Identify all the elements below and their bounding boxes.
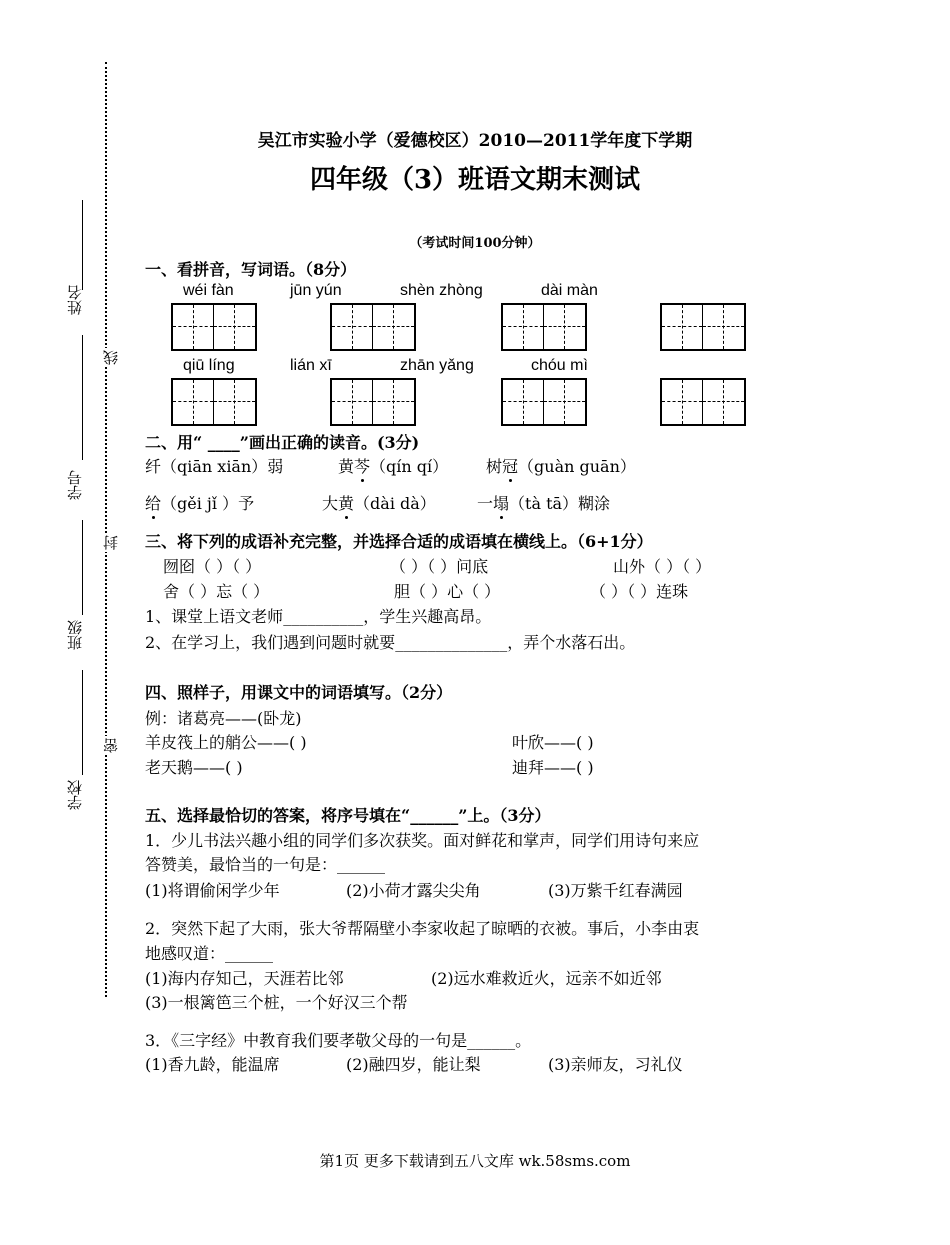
idiom-item: （ ）（ ）问底 [390, 557, 489, 576]
fill-question: 2、在学习上，我们遇到问题时就要______________，弄个水落石出。 [145, 633, 636, 652]
section4-heading: 四、照样子，用课文中的词语填写。（2分） [145, 683, 453, 702]
time-note: （考试时间100分钟） [409, 236, 541, 251]
option[interactable]: (2)融四岁，能让梨 [346, 1055, 481, 1074]
section5-heading: 五、选择最恰切的答案，将序号填在“______”上。（3分） [145, 806, 551, 825]
pinyin: qiū líng [183, 357, 235, 374]
school-label: 学校 [66, 780, 84, 810]
section3-heading: 三、将下列的成语补充完整，并选择合适的成语填在横线上。（6+1分） [145, 532, 653, 551]
school-line: 吴江市实验小学（爱德校区）2010—2011学年度下学期 [257, 131, 693, 151]
fill-item[interactable]: 迪拜——( ) [512, 758, 594, 777]
writing-grid[interactable] [171, 378, 257, 426]
section1-heading: 一、看拼音，写词语。（8分） [145, 260, 357, 279]
pinyin: dài màn [541, 282, 598, 299]
option[interactable]: (3)万紫千红春满园 [548, 881, 683, 900]
fill-item[interactable]: 羊皮筏上的艄公——( ) [145, 733, 307, 752]
binding-dotted-line [105, 62, 107, 997]
question-text: 3．《三字经》中教育我们要孝敬父母的一句是______。 [145, 1031, 532, 1050]
binding-mark-secret: 密 [102, 738, 120, 753]
writing-grid[interactable] [501, 303, 587, 351]
school-blank-line [82, 670, 83, 775]
page-title: 四年级（3）班语文期末测试 [309, 165, 641, 195]
student-id-label: 学号 [66, 470, 84, 500]
class-blank-line [82, 520, 83, 615]
option[interactable]: (1)海内存知己，天涯若比邻 [145, 969, 344, 988]
page-footer: 第1页 更多下载请到五八文库 wk.58sms.com [319, 1152, 631, 1170]
option[interactable]: (3)亲师友，习礼仪 [548, 1055, 683, 1074]
option[interactable]: (2)小荷才露尖尖角 [346, 881, 481, 900]
example-line: 例：诸葛亮——(卧龙) [145, 709, 302, 728]
reading-item: 给（gěi jǐ ）予 [145, 491, 254, 514]
idiom-item: （ ）（ ）连珠 [590, 582, 689, 601]
idiom-item: 山外（ ）（ ） [613, 557, 712, 576]
fill-item[interactable]: 叶欣——( ) [512, 733, 594, 752]
reading-item: 一塌（tà tā）糊涂 [477, 491, 610, 514]
option[interactable]: (2)远水难救近火，远亲不如近邻 [431, 969, 662, 988]
option[interactable]: (1)香九龄，能温席 [145, 1055, 280, 1074]
writing-grid[interactable] [330, 303, 416, 351]
pinyin: shèn zhòng [400, 282, 483, 299]
idiom-item: 舍（ ）忘（ ） [163, 582, 270, 601]
writing-grid[interactable] [501, 378, 587, 426]
pinyin: jūn yún [290, 282, 342, 299]
binding-mark-seal: 封 [102, 535, 120, 550]
fill-item[interactable]: 老天鹅——( ) [145, 758, 243, 777]
idiom-item: 囫囵（ ）（ ） [163, 557, 262, 576]
answer-blank[interactable]: __________ [283, 607, 364, 626]
option[interactable]: (3)一根篱笆三个桩，一个好汉三个帮 [145, 993, 408, 1012]
reading-item: 大黄（dài dà） [322, 491, 436, 514]
reading-item: 黄芩（qín qí） [338, 454, 448, 477]
idiom-item: 胆（ ）心（ ） [394, 582, 501, 601]
name-label: 姓名 [66, 285, 84, 315]
writing-grid[interactable] [171, 303, 257, 351]
writing-grid[interactable] [660, 303, 746, 351]
pinyin: lián xī [290, 357, 332, 374]
option[interactable]: (1)将谓偷闲学少年 [145, 881, 280, 900]
writing-grid[interactable] [330, 378, 416, 426]
writing-grid[interactable] [660, 378, 746, 426]
pinyin: zhān yǎng [400, 357, 474, 374]
reading-item: 纤（qiān xiān）弱 [145, 457, 284, 476]
id-blank-line [82, 335, 83, 460]
reading-item: 树冠（guàn guān） [486, 454, 636, 477]
pinyin: wéi fàn [183, 282, 234, 299]
question-text: 地感叹道：______ [145, 944, 274, 963]
section2-heading: 二、用“ ____”画出正确的读音。(3分) [145, 433, 420, 452]
fill-question: 1、课堂上语文老师__________，学生兴趣高昂。 [145, 607, 492, 626]
question-text: 答赞美，最恰当的一句是：______ [145, 855, 386, 874]
answer-blank[interactable]: ______________ [395, 633, 508, 652]
question-text: 2．突然下起了大雨，张大爷帮隔壁小李家收起了晾晒的衣被。事后，小李由衷 [145, 919, 700, 938]
binding-mark-line: 线 [102, 350, 120, 365]
question-text: 1．少儿书法兴趣小组的同学们多次获奖。面对鲜花和掌声，同学们用诗句来应 [145, 831, 700, 850]
class-label: 班级 [66, 620, 84, 650]
pinyin: chóu mì [531, 357, 588, 374]
